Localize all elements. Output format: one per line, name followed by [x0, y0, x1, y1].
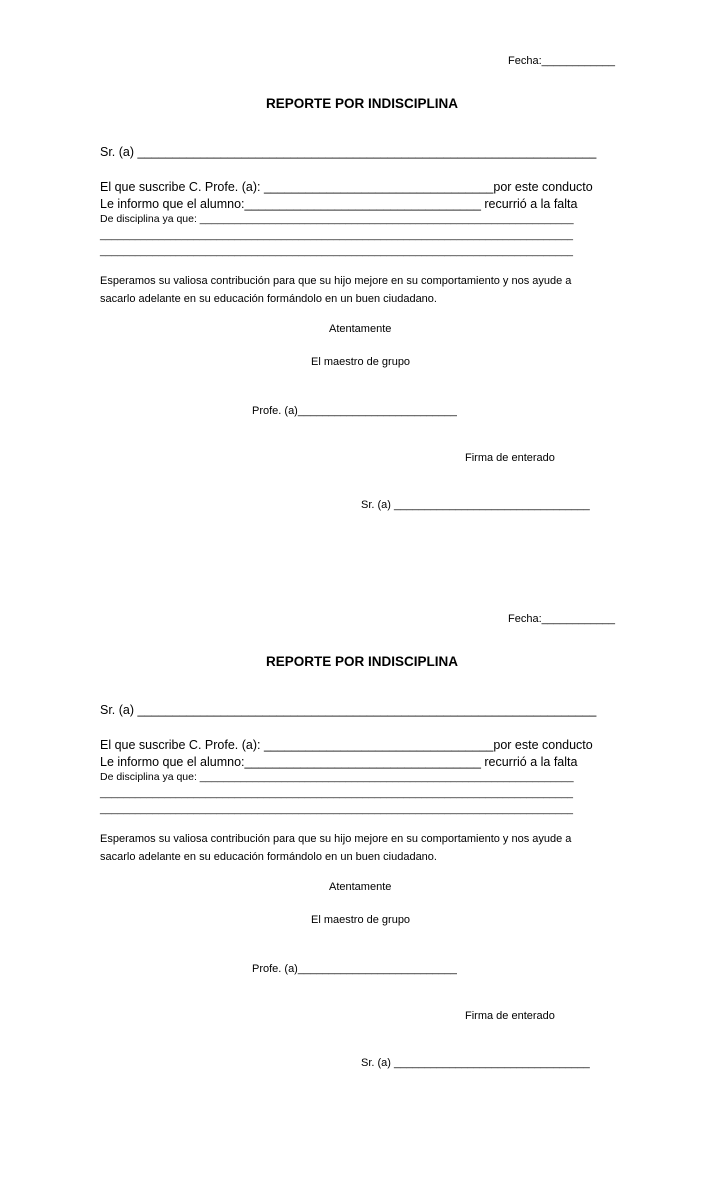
- report-form-1: [0, 0, 728, 520]
- maestro-grupo-label: El maestro de grupo: [311, 914, 411, 926]
- blank-line: _________________________________________________________________________________: [100, 245, 574, 257]
- sr-signature-line: Sr. (a) ________________________________: [361, 1057, 590, 1069]
- blank-line: _________________________________________________________________________________: [100, 787, 574, 799]
- disciplina-line: De disciplina ya que: ________________________________________________________________: [100, 213, 574, 225]
- paragraph-line: Esperamos su valiosa contribución para que su hijo mejore en su comportamiento y nos ayude a: [100, 275, 572, 287]
- suscribe-line: El que suscribe C. Profe. (a): _________________________________por este conducto: [100, 180, 593, 194]
- sr-field: Sr. (a) __________________________________________________________________: [100, 703, 597, 717]
- disciplina-line: De disciplina ya que: ________________________________________________________________: [100, 771, 574, 783]
- atentamente-label: Atentamente: [329, 881, 392, 893]
- blank-line: _________________________________________________________________________________: [100, 803, 574, 815]
- report-form-2: [0, 558, 728, 1078]
- atentamente-label: Atentamente: [329, 323, 392, 335]
- firma-enterado-label: Firma de enterado: [465, 1010, 555, 1022]
- profe-signature-line: Profe. (a)__________________________: [252, 963, 457, 975]
- maestro-grupo-label: El maestro de grupo: [311, 356, 411, 368]
- sr-signature-line: Sr. (a) ________________________________: [361, 499, 590, 511]
- paragraph-line: sacarlo adelante en su educación formándolo en un buen ciudadano.: [100, 293, 437, 305]
- informo-line: Le informo que el alumno:__________________________________ recurrió a la falta: [100, 197, 578, 211]
- sr-field: Sr. (a) __________________________________________________________________: [100, 145, 597, 159]
- fecha-field: Fecha:____________: [508, 613, 616, 625]
- informo-line: Le informo que el alumno:__________________________________ recurrió a la falta: [100, 755, 578, 769]
- suscribe-line: El que suscribe C. Profe. (a): _________________________________por este conducto: [100, 738, 593, 752]
- fecha-field: Fecha:____________: [508, 55, 616, 67]
- paragraph-line: sacarlo adelante en su educación formándolo en un buen ciudadano.: [100, 851, 437, 863]
- report-title: REPORTE POR INDISCIPLINA: [266, 654, 459, 669]
- blank-line: _________________________________________________________________________________: [100, 229, 574, 241]
- paragraph-line: Esperamos su valiosa contribución para que su hijo mejore en su comportamiento y nos ayude a: [100, 833, 572, 845]
- profe-signature-line: Profe. (a)__________________________: [252, 405, 457, 417]
- report-title: REPORTE POR INDISCIPLINA: [266, 96, 459, 111]
- firma-enterado-label: Firma de enterado: [465, 452, 555, 464]
